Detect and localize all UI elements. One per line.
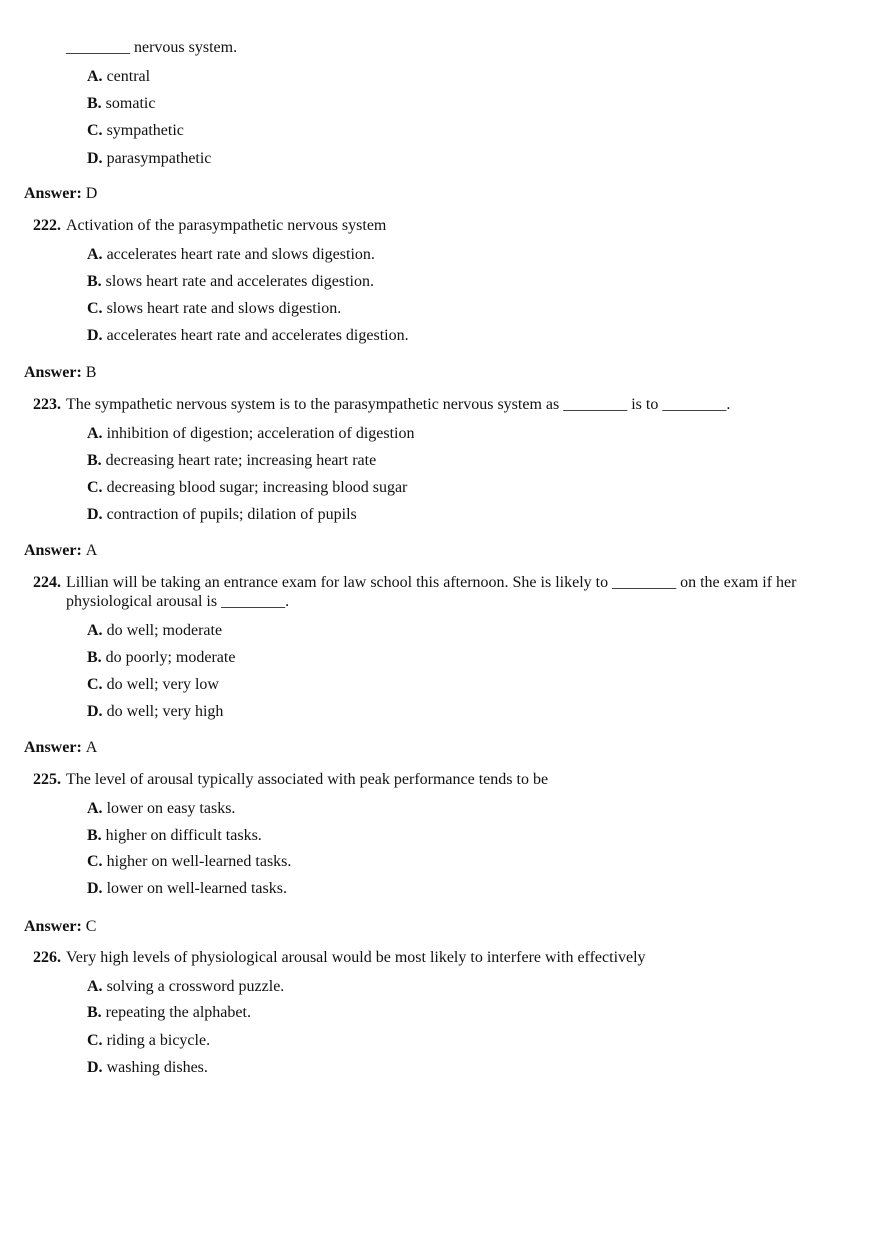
answer-223: Answer: A — [24, 542, 98, 559]
option-b: B. do poorly; moderate — [87, 649, 236, 666]
question-stem: Very high levels of physiological arousal would be most likely to interfere with effectively — [66, 949, 646, 966]
option-text: contraction of pupils; dilation of pupils — [106, 506, 357, 523]
question-stem: Activation of the parasympathetic nervous system — [66, 217, 387, 234]
option-text: repeating the alphabet. — [105, 1004, 251, 1021]
option-a: A. central — [87, 68, 151, 85]
option-text: decreasing heart rate; increasing heart rate — [105, 452, 377, 469]
option-text: higher on well-learned tasks. — [106, 853, 292, 870]
question-number: 225. — [33, 771, 61, 788]
option-d: D. accelerates heart rate and accelerates digestion. — [87, 327, 409, 344]
question-number: 224. — [33, 574, 61, 591]
option-c: C. riding a bicycle. — [87, 1032, 211, 1049]
option-a: A. accelerates heart rate and slows digestion. — [87, 246, 375, 263]
question-225 — [24, 770, 844, 789]
answer-value: C — [85, 918, 97, 935]
option-text: do well; very high — [106, 703, 224, 720]
option-text: somatic — [105, 95, 156, 112]
option-d: D. do well; very high — [87, 703, 224, 720]
option-text: parasympathetic — [106, 150, 212, 167]
option-a: A. solving a crossword puzzle. — [87, 978, 285, 995]
option-text: slows heart rate and slows digestion. — [106, 300, 342, 317]
option-d: D. washing dishes. — [87, 1059, 208, 1076]
answer-224: Answer: A — [24, 739, 98, 756]
answer-value: B — [85, 364, 97, 381]
question-226 — [24, 948, 844, 967]
option-b: B. decreasing heart rate; increasing heart rate — [87, 452, 377, 469]
answer-221: Answer: D — [24, 185, 98, 202]
option-c: C. sympathetic — [87, 122, 184, 139]
option-a: A. inhibition of digestion; acceleration of digestion — [87, 425, 415, 442]
question-221-stem — [24, 38, 844, 57]
option-b: B. somatic — [87, 95, 156, 112]
question-number: 223. — [33, 396, 61, 413]
question-224 — [24, 573, 844, 611]
option-c: C. do well; very low — [87, 676, 219, 693]
option-c: C. higher on well-learned tasks. — [87, 853, 292, 870]
option-c: C. decreasing blood sugar; increasing blood sugar — [87, 479, 408, 496]
option-text: do well; moderate — [106, 622, 223, 639]
option-d: D. contraction of pupils; dilation of pupils — [87, 506, 357, 523]
option-d: D. lower on well-learned tasks. — [87, 880, 287, 897]
option-text: lower on well-learned tasks. — [106, 880, 287, 897]
question-number: 222. — [33, 217, 61, 234]
option-d: D. parasympathetic — [87, 150, 212, 167]
option-a: A. do well; moderate — [87, 622, 223, 639]
option-text: washing dishes. — [106, 1059, 208, 1076]
option-text: decreasing blood sugar; increasing blood sugar — [106, 479, 408, 496]
question-222 — [24, 216, 844, 235]
question-stem: ________ nervous system. — [66, 39, 238, 56]
option-text: accelerates heart rate and accelerates digestion. — [106, 327, 409, 344]
answer-value: A — [85, 542, 98, 559]
option-b: B. repeating the alphabet. — [87, 1004, 251, 1021]
option-text: central — [106, 68, 151, 85]
question-223 — [24, 395, 844, 414]
question-stem: The level of arousal typically associated with peak performance tends to be — [66, 771, 549, 788]
option-text: higher on difficult tasks. — [105, 827, 262, 844]
option-text: slows heart rate and accelerates digestion. — [105, 273, 374, 290]
answer-value: D — [85, 185, 98, 202]
option-text: do well; very low — [106, 676, 219, 693]
option-c: C. slows heart rate and slows digestion. — [87, 300, 342, 317]
option-text: riding a bicycle. — [106, 1032, 211, 1049]
question-stem: The sympathetic nervous system is to the parasympathetic nervous system as ________ is to ________. — [66, 396, 731, 413]
option-a: A. lower on easy tasks. — [87, 800, 236, 817]
answer-225: Answer: C — [24, 918, 97, 935]
option-text: sympathetic — [106, 122, 184, 139]
option-text: do poorly; moderate — [105, 649, 236, 666]
question-stem: Lillian will be taking an entrance exam for law school this afternoon. She is likely to ________ on the exam if her physiological arousal is ________. — [66, 574, 797, 610]
option-text: solving a crossword puzzle. — [106, 978, 285, 995]
option-text: accelerates heart rate and slows digestion. — [106, 246, 375, 263]
answer-222: Answer: B — [24, 364, 97, 381]
option-b: B. slows heart rate and accelerates digestion. — [87, 273, 374, 290]
answer-value: A — [85, 739, 98, 756]
option-text: lower on easy tasks. — [106, 800, 236, 817]
option-text: inhibition of digestion; acceleration of digestion — [106, 425, 415, 442]
question-number: 226. — [33, 949, 61, 966]
option-b: B. higher on difficult tasks. — [87, 827, 262, 844]
